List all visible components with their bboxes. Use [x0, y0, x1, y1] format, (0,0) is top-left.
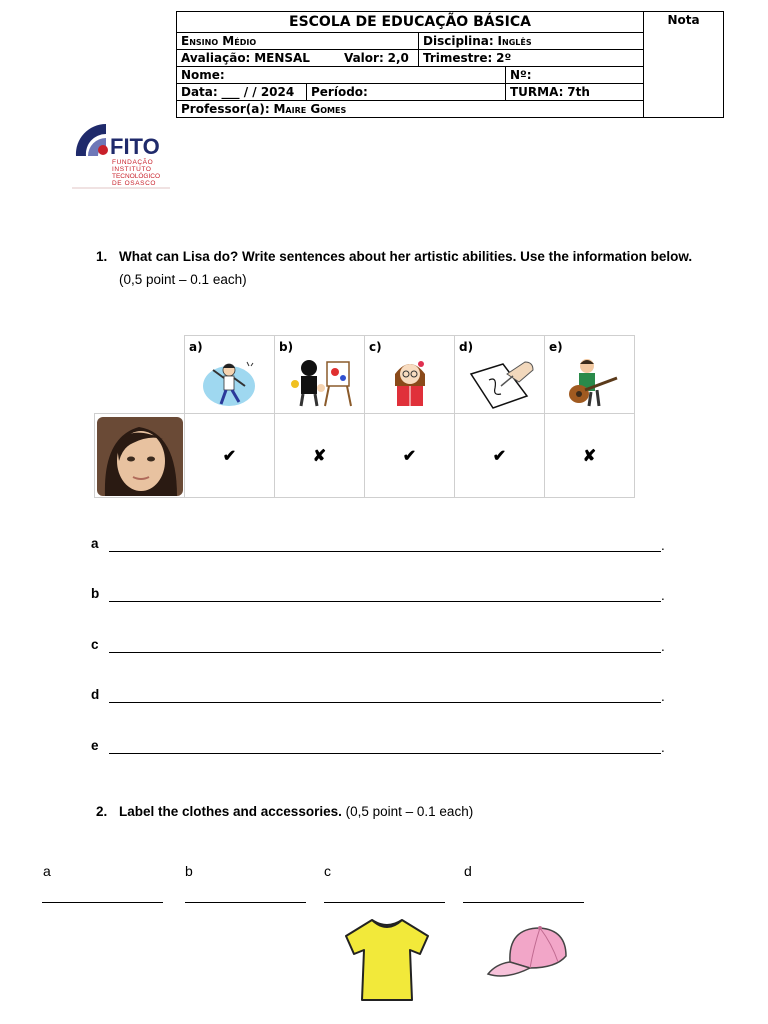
ability-cell-a: a)	[185, 336, 275, 414]
ability-cell-e: e)	[545, 336, 635, 414]
pink-cap-icon	[486, 922, 570, 984]
lisa-photo-cell	[95, 414, 185, 498]
avaliacao-cell: Avaliação: MENSAL Valor: 2,0	[177, 50, 419, 67]
turma-cell: TURMA: 7th	[506, 84, 644, 101]
question-1	[96, 245, 696, 291]
nome-field[interactable]: Nome:	[177, 67, 506, 84]
answer-line-e[interactable]: e .	[91, 738, 665, 755]
svg-text:FUNDAÇÃO: FUNDAÇÃO	[112, 159, 154, 166]
answer-line-c[interactable]: c .	[91, 637, 665, 654]
guitar-player-icon	[557, 356, 623, 410]
painting-children-icon	[287, 356, 357, 410]
question-1-text: What can Lisa do? Write sentences about her artistic abilities. Use the information below.	[119, 249, 693, 264]
empty-corner-cell	[95, 336, 185, 414]
data-field[interactable]: Data: ___ / / 2024	[177, 84, 307, 101]
ability-cell-c: c)	[365, 336, 455, 414]
school-name: ESCOLA DE EDUCAÇÃO BÁSICA	[177, 12, 644, 33]
nota-box[interactable]	[644, 12, 724, 118]
reading-girl-icon	[377, 356, 443, 410]
nota-label: Nota	[667, 13, 700, 27]
question-2-points: (0,5 point – 0.1 each)	[345, 804, 474, 819]
numero-field[interactable]: Nº:	[506, 67, 644, 84]
svg-text:DE OSASCO: DE OSASCO	[112, 180, 157, 187]
fito-brand-text: FITO	[110, 134, 160, 159]
clothes-blank-c[interactable]	[324, 902, 445, 903]
question-2	[96, 800, 696, 823]
fito-logo	[72, 120, 170, 190]
svg-text:INSTITUTO: INSTITUTO	[112, 166, 152, 173]
abilities-table	[94, 335, 635, 498]
clothes-label-b: b	[185, 863, 193, 879]
lisa-photo-icon	[97, 417, 183, 496]
question-2-text: Label the clothes and accessories.	[119, 804, 342, 819]
clothes-label-a: a	[43, 863, 51, 879]
mark-cell-d: ✔	[455, 414, 545, 498]
header-table	[176, 11, 724, 118]
answer-line-a[interactable]: a .	[91, 536, 665, 553]
question-1-number: 1.	[96, 249, 108, 264]
mark-cell-a: ✔	[185, 414, 275, 498]
professor-cell: Professor(a): Maire Gomes	[177, 101, 644, 118]
fito-logo-mark-icon	[72, 120, 170, 190]
mark-cell-c: ✔	[365, 414, 455, 498]
mark-cell-e: ✘	[545, 414, 635, 498]
yellow-tshirt-icon	[342, 916, 432, 1004]
dancing-boy-icon	[197, 356, 263, 410]
answer-line-b[interactable]: b .	[91, 586, 665, 603]
ensino-cell: Ensino Médio	[177, 33, 419, 50]
ability-cell-d: d)	[455, 336, 545, 414]
svg-text:TECNOLÓGICO: TECNOLÓGICO	[112, 173, 161, 180]
mark-cell-b: ✘	[275, 414, 365, 498]
drawing-hand-icon	[467, 356, 537, 410]
clothes-blank-a[interactable]	[42, 902, 163, 903]
periodo-field[interactable]: Período:	[307, 84, 506, 101]
clothes-label-c: c	[324, 863, 331, 879]
clothes-label-d: d	[464, 863, 472, 879]
ability-cell-b: b)	[275, 336, 365, 414]
question-2-number: 2.	[96, 804, 108, 819]
clothes-blank-b[interactable]	[185, 902, 306, 903]
disciplina-cell: Disciplina: Inglês	[419, 33, 644, 50]
answer-line-d[interactable]: d .	[91, 687, 665, 704]
trimestre-cell: Trimestre: 2º	[419, 50, 644, 67]
clothes-blank-d[interactable]	[463, 902, 584, 903]
question-1-points: (0,5 point – 0.1 each)	[119, 272, 247, 287]
